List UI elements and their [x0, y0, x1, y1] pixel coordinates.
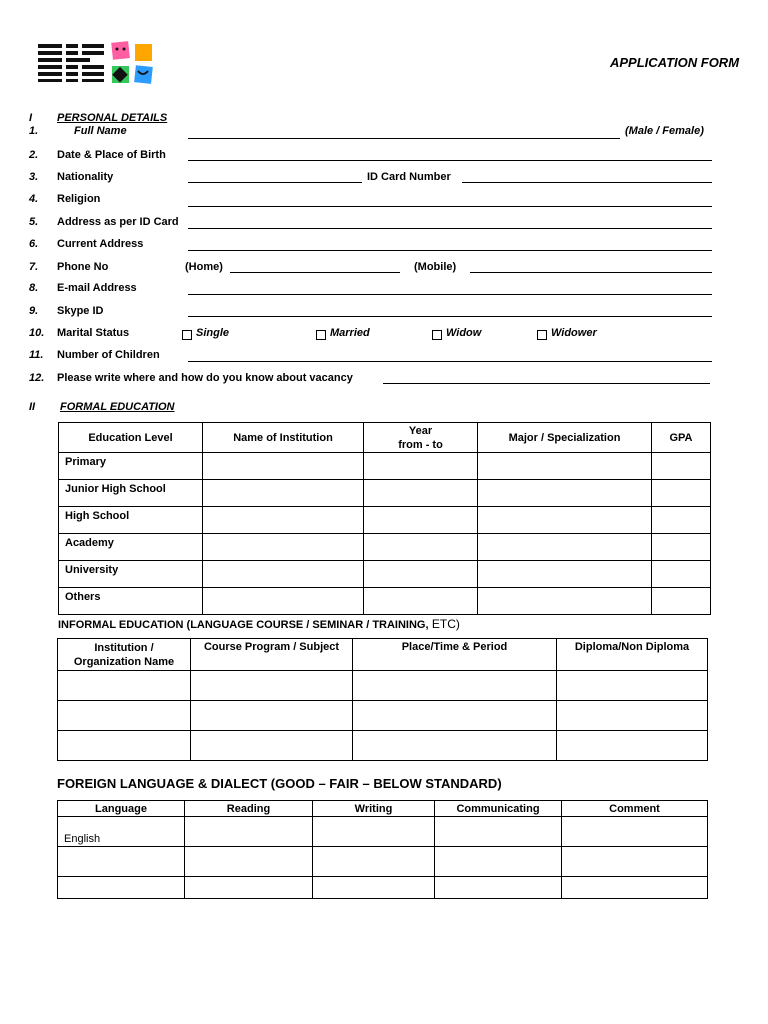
institution-cell[interactable]	[203, 453, 364, 480]
foreign-language-title: FOREIGN LANGUAGE & DIALECT (GOOD – FAIR – BELOW STANDARD)	[57, 776, 502, 791]
gpa-cell[interactable]	[652, 534, 711, 561]
table-row	[59, 480, 711, 507]
widower-checkbox[interactable]	[537, 330, 547, 340]
single-checkbox[interactable]	[182, 330, 192, 340]
communicating-cell[interactable]	[435, 847, 562, 877]
section-title-formal: FORMAL EDUCATION	[60, 401, 175, 413]
field-number: 10.	[29, 327, 45, 339]
table-row	[58, 701, 708, 731]
place-time-cell[interactable]	[353, 671, 557, 701]
institution-cell[interactable]	[203, 561, 364, 588]
column-header: GPA	[652, 423, 711, 453]
language-name-cell[interactable]	[58, 847, 185, 877]
foreign-language-table	[57, 800, 708, 899]
column-header: Place/Time & Period	[353, 639, 557, 671]
field-number: 3.	[29, 171, 39, 183]
table-row	[59, 453, 711, 480]
institution-cell[interactable]	[203, 507, 364, 534]
education-level-cell: High School	[59, 507, 203, 534]
id-card-label: ID Card Number	[367, 171, 451, 183]
field-number: 1.	[29, 125, 39, 137]
language-name-cell[interactable]: English	[58, 817, 185, 847]
field-number: 4.	[29, 193, 39, 205]
institution-cell[interactable]	[203, 480, 364, 507]
full-name-label: Full Name	[74, 125, 127, 137]
education-level-cell: Academy	[59, 534, 203, 561]
reading-cell[interactable]	[185, 817, 313, 847]
formal-education-table	[58, 422, 711, 615]
diploma-cell[interactable]	[557, 701, 708, 731]
column-header: Diploma/Non Diploma	[557, 639, 708, 671]
institution-cell[interactable]	[58, 671, 191, 701]
reading-cell[interactable]	[185, 847, 313, 877]
major-cell[interactable]	[478, 507, 652, 534]
full-name-input[interactable]	[188, 138, 620, 139]
education-level-cell: University	[59, 561, 203, 588]
field-number: 5.	[29, 216, 39, 228]
field-number: 2.	[29, 149, 39, 161]
gpa-cell[interactable]	[652, 480, 711, 507]
widow-option-label: Widow	[446, 327, 482, 339]
comment-cell[interactable]	[562, 847, 708, 877]
id-address-label: Address as per ID Card	[57, 216, 179, 228]
place-time-cell[interactable]	[353, 731, 557, 761]
gender-note: (Male / Female)	[625, 125, 704, 137]
table-row	[59, 588, 711, 615]
year-cell[interactable]	[364, 588, 478, 615]
informal-education-title	[58, 617, 460, 631]
course-cell[interactable]	[191, 671, 353, 701]
section-number-personal: I	[29, 112, 33, 124]
widow-checkbox[interactable]	[432, 330, 442, 340]
course-cell[interactable]	[191, 701, 353, 731]
comment-cell[interactable]	[562, 817, 708, 847]
column-header: Major / Specialization	[478, 423, 652, 453]
column-header: Communicating	[435, 801, 562, 817]
field-number: 9.	[29, 305, 39, 317]
informal-title-text: INFORMAL EDUCATION (LANGUAGE COURSE / SEMINAR / TRAINING,	[58, 619, 429, 631]
religion-label: Religion	[57, 193, 101, 205]
table-row	[58, 671, 708, 701]
phone-mobile-input[interactable]	[470, 272, 712, 273]
email-label: E-mail Address	[57, 282, 137, 294]
phone-home-label: (Home)	[185, 261, 223, 273]
single-option-label: Single	[196, 327, 230, 339]
birth-label: Date & Place of Birth	[57, 149, 166, 161]
column-header: Year from - to	[364, 423, 478, 453]
section-title-personal: PERSONAL DETAILS	[57, 112, 168, 124]
nationality-input[interactable]	[188, 182, 362, 183]
table-row	[58, 877, 708, 899]
writing-cell[interactable]	[313, 877, 435, 899]
vacancy-source-label: Please write where and how do you know about vacancy	[57, 372, 353, 384]
year-cell[interactable]	[364, 507, 478, 534]
religion-input[interactable]	[188, 206, 712, 207]
column-header: Education Level	[59, 423, 203, 453]
current-address-input[interactable]	[188, 250, 712, 251]
institution-cell[interactable]	[58, 701, 191, 731]
table-row	[59, 507, 711, 534]
informal-title-tail: ETC)	[428, 617, 460, 631]
gpa-cell[interactable]	[652, 588, 711, 615]
table-row	[59, 561, 711, 588]
skype-label: Skype ID	[57, 305, 104, 317]
column-header: Comment	[562, 801, 708, 817]
comment-cell[interactable]	[562, 877, 708, 899]
writing-cell[interactable]	[313, 847, 435, 877]
widower-option-label: Widower	[551, 327, 597, 339]
section-number-formal: II	[29, 401, 36, 413]
married-option-label: Married	[330, 327, 370, 339]
field-number: 11.	[29, 349, 44, 361]
major-cell[interactable]	[478, 534, 652, 561]
email-input[interactable]	[188, 294, 712, 295]
married-checkbox[interactable]	[316, 330, 326, 340]
gpa-cell[interactable]	[652, 507, 711, 534]
id-card-input[interactable]	[462, 182, 712, 183]
column-header: Course Program / Subject	[191, 639, 353, 671]
phone-label: Phone No	[57, 261, 109, 273]
table-row	[59, 534, 711, 561]
institution-cell[interactable]	[58, 731, 191, 761]
diploma-cell[interactable]	[557, 731, 708, 761]
communicating-cell[interactable]	[435, 817, 562, 847]
children-input[interactable]	[188, 361, 712, 362]
table-row	[58, 847, 708, 877]
column-header: Institution / Organization Name	[58, 639, 191, 671]
vacancy-source-input[interactable]	[383, 383, 710, 384]
communicating-cell[interactable]	[435, 877, 562, 899]
year-cell[interactable]	[364, 561, 478, 588]
year-cell[interactable]	[364, 453, 478, 480]
writing-cell[interactable]	[313, 817, 435, 847]
informal-education-table	[57, 638, 708, 761]
field-number: 6.	[29, 238, 39, 250]
birth-input[interactable]	[188, 160, 712, 161]
year-cell[interactable]	[364, 534, 478, 561]
children-label: Number of Children	[57, 349, 160, 361]
ef-logo	[38, 40, 160, 86]
form-title: APPLICATION FORM	[610, 55, 740, 70]
year-cell[interactable]	[364, 480, 478, 507]
column-header: Language	[58, 801, 185, 817]
column-header: Writing	[313, 801, 435, 817]
language-name-cell[interactable]	[58, 877, 185, 899]
column-header: Reading	[185, 801, 313, 817]
course-cell[interactable]	[191, 731, 353, 761]
field-number: 8.	[29, 282, 39, 294]
field-number: 12.	[29, 372, 45, 384]
institution-cell[interactable]	[203, 588, 364, 615]
major-cell[interactable]	[478, 480, 652, 507]
column-header: Name of Institution	[203, 423, 364, 453]
diploma-cell[interactable]	[557, 671, 708, 701]
id-address-input[interactable]	[188, 228, 712, 229]
major-cell[interactable]	[478, 588, 652, 615]
major-cell[interactable]	[478, 453, 652, 480]
gpa-cell[interactable]	[652, 561, 711, 588]
phone-mobile-label: (Mobile)	[414, 261, 457, 273]
education-level-cell: Junior High School	[59, 480, 203, 507]
phone-home-input[interactable]	[230, 272, 400, 273]
table-row	[58, 817, 708, 847]
field-number: 7.	[29, 261, 39, 273]
institution-cell[interactable]	[203, 534, 364, 561]
gpa-cell[interactable]	[652, 453, 711, 480]
nationality-label: Nationality	[57, 171, 114, 183]
place-time-cell[interactable]	[353, 701, 557, 731]
reading-cell[interactable]	[185, 877, 313, 899]
skype-input[interactable]	[188, 316, 712, 317]
current-address-label: Current Address	[57, 238, 144, 250]
education-level-cell: Primary	[59, 453, 203, 480]
marital-label: Marital Status	[57, 327, 130, 339]
major-cell[interactable]	[478, 561, 652, 588]
education-level-cell: Others	[59, 588, 203, 615]
table-row	[58, 731, 708, 761]
